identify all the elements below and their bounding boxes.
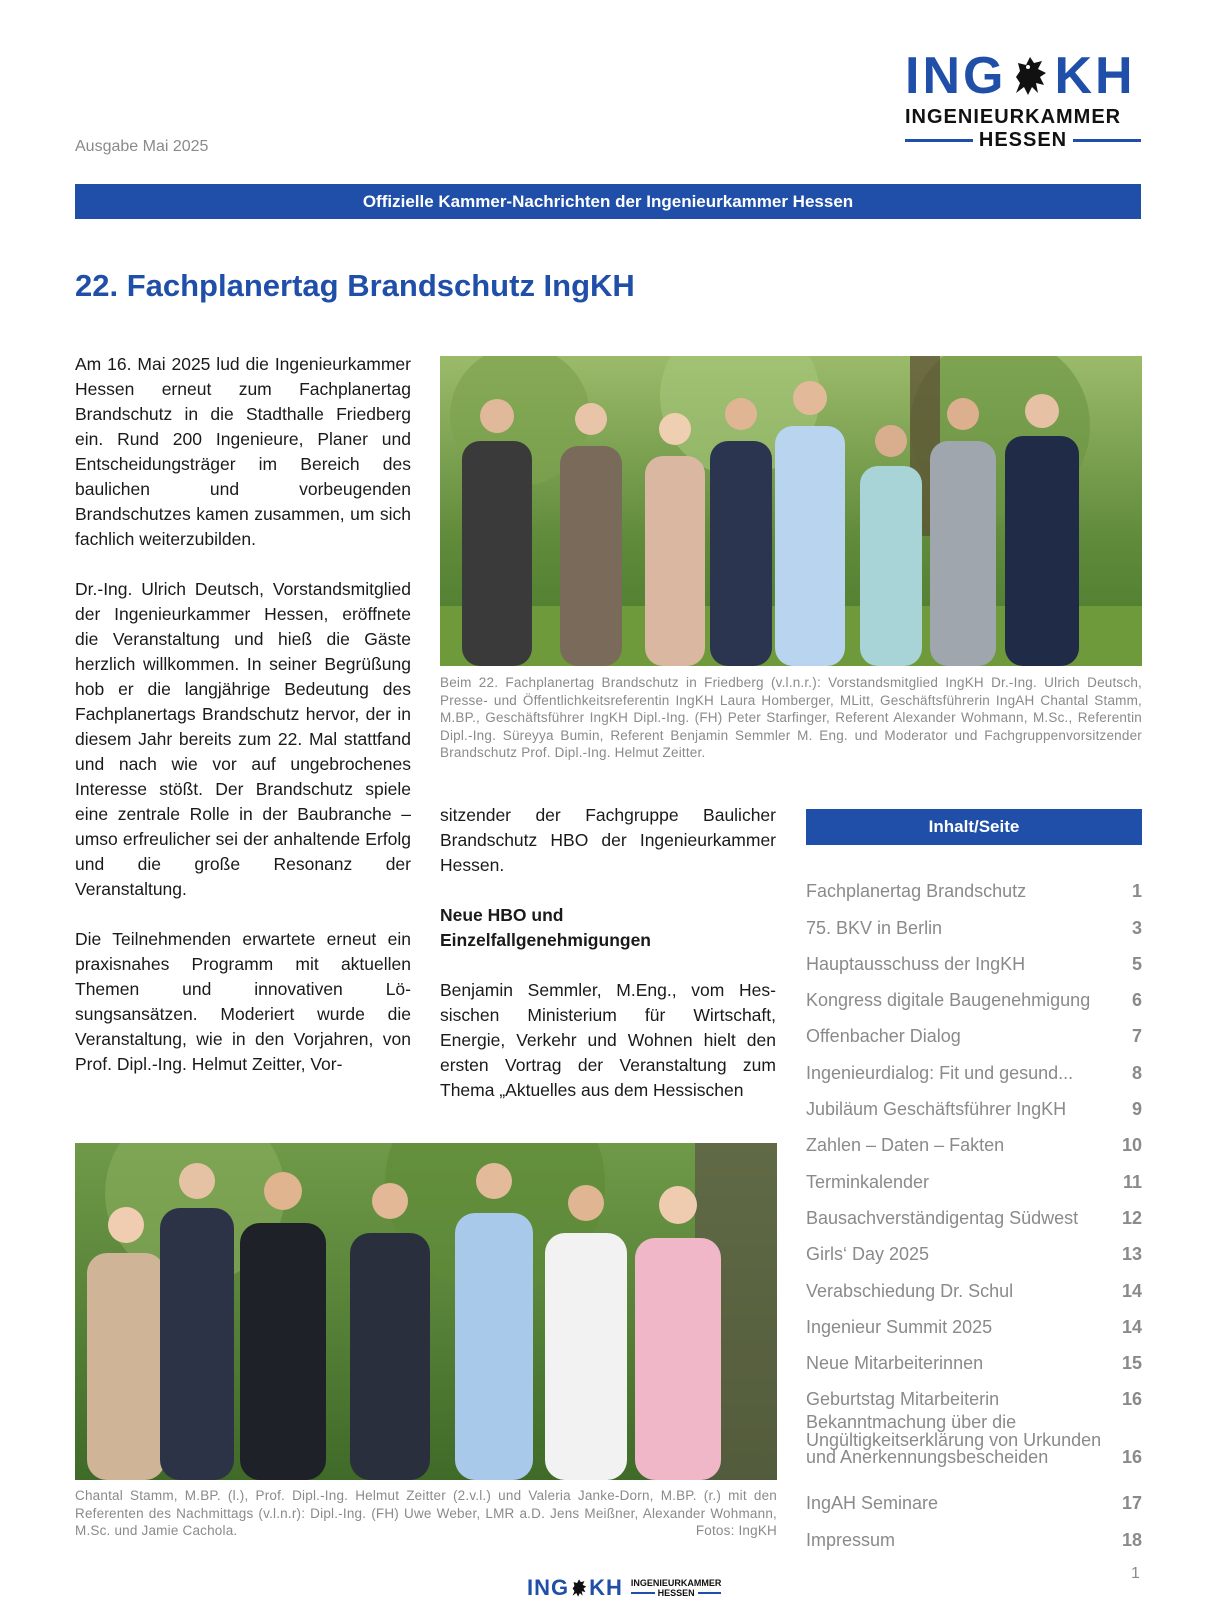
toc-item-page: 8 [1131, 1062, 1142, 1083]
toc-item-label: Bausachverständigentag Südwest [806, 1207, 1079, 1228]
photo-1-caption: Beim 22. Fachplanertag Brandschutz in Friedberg (v.l.n.r.): Vorstandsmitglied IngKH Dr.-Ing. Ulrich Deutsch, Presse- und Öffentlichkeitsreferentin IngKH Laura Homberger, MLitt, Geschäftsführerin IngAH Chantal Stamm, M.BP., Geschäftsführer IngKH Dipl.-Ing. (FH) Peter Starfinger, Referent Alexander Wohmann, M.Sc., Referentin Dipl.-Ing. Süreyya Bumin, Referent Benjamin Semmler M. Eng. und Moderator und Fachgruppenvorsitzender Brandschutz Prof. Dipl.-Ing. Helmut Zeitter. [440, 675, 1142, 760]
toc-item-page: 16 [1121, 1447, 1142, 1468]
toc-item-label: Girls‘ Day 2025 [806, 1244, 930, 1265]
paragraph: Am 16. Mai 2025 lud die Ingenieurkammer Hessen erneut zum Fachplanertag Brandschutz in die Stadthalle Friedberg ein. Rund 200 Ingenieure, Planer und Entscheidungsträger im Bereich des baulichen und vorbeugenden Brandschutzes kamen zusammen, um sich fachlich weiterzubilden. [75, 354, 411, 549]
toc-item-label: Neue Mitarbeiterinnen [806, 1353, 984, 1374]
article-column-2 [440, 803, 776, 1128]
toc-item-page: 12 [1121, 1207, 1142, 1228]
toc-item-label: Hauptausschuss der IngKH [806, 953, 1026, 974]
toc-item-page: 7 [1131, 1026, 1142, 1047]
toc-item[interactable] [806, 1193, 1142, 1229]
toc-item-page: 14 [1121, 1280, 1142, 1301]
group-photo-2-image [75, 1143, 777, 1480]
toc-item[interactable] [806, 1084, 1142, 1120]
toc-item-label: Terminkalender [806, 1171, 930, 1192]
toc-item-label: Ingenieurdialog: Fit und gesund... [806, 1062, 1074, 1083]
logo-text-right: KH [1054, 47, 1136, 105]
toc-item-label: Impressum [806, 1529, 896, 1550]
toc-item[interactable] [806, 1374, 1142, 1410]
toc-item[interactable] [806, 975, 1142, 1011]
article-column-1 [75, 352, 411, 1102]
paragraph: Benjamin Semmler, M.Eng., vom Hessischen Ministerium für Wirtschaft, Energie, Verkehr und Wohnen hielt den ersten Vortrag der Veranstaltung zum Thema „Aktuelles aus dem Hessischen [440, 980, 776, 1100]
toc-item-label: 75. BKV in Berlin [806, 917, 943, 938]
toc-item-page: 6 [1131, 990, 1142, 1011]
toc-item-label: Verabschiedung Dr. Schul [806, 1280, 1014, 1301]
logo-subtitle-2: HESSEN [978, 129, 1068, 151]
toc-item[interactable] [806, 1229, 1142, 1265]
paragraph: Dr.-Ing. Ulrich Deutsch, Vorstandsmitglied der Ingenieurkammer Hessen, eröffnete die Veranstaltung und hieß die Gäste herzlich willkommen. In seiner Begrüßung hob er die langjährige Bedeutung des Fachplanertags Brandschutz hervor, der in diesem Jahr bereits zum 22. Mal stattfand und nach wie vor auf ungebrochenes Interesse stößt. Der Brandschutz spiele eine zentrale Rolle in der Baubranche – umso erfreulicher sei der anhaltende Erfolg und die große Resonanz der Veranstaltung. [75, 579, 411, 899]
photo-2-caption [75, 1487, 777, 1540]
toc-item-label: Offenbacher Dialog [806, 1026, 961, 1047]
toc-item[interactable] [806, 939, 1142, 975]
table-of-contents [806, 866, 1142, 1551]
group-photo-1 [440, 356, 1142, 666]
toc-item[interactable] [806, 1302, 1142, 1338]
toc-item-label: Jubiläum Geschäftsführer IngKH [806, 1099, 1067, 1120]
logo-rule-right [1073, 139, 1141, 142]
toc-item-page: 14 [1121, 1316, 1142, 1337]
toc-item[interactable] [806, 1011, 1142, 1047]
toc-item[interactable] [806, 1156, 1142, 1192]
toc-item-page: 10 [1121, 1135, 1142, 1156]
toc-heading: Inhalt/Seite [806, 809, 1142, 845]
toc-item-label: Kongress digitale Baugenehmigung [806, 990, 1091, 1011]
toc-item[interactable] [806, 1478, 1142, 1514]
toc-item-label: IngAH Seminare [806, 1493, 939, 1514]
photo-2-caption-text: Chantal Stamm, M.BP. (l.), Prof. Dipl.-Ing. Helmut Zeitter (2.v.l.) und Valeria Janke-Dorn, M.BP. (r.) mit den Referenten des Nachmittags (v.l.n.r): Dipl.-Ing. (FH) Uwe Weber, LMR a.D. Jens Meißner, Alexander Wohmann, M.Sc. und Jamie Cachola. [75, 1488, 777, 1538]
footer-logo [527, 1575, 721, 1601]
toc-item-page: 11 [1122, 1171, 1142, 1192]
page-number: 1 [1131, 1565, 1140, 1582]
logo-subtitle: INGENIEURKAMMER [905, 106, 1122, 128]
toc-item-label: Geburtstag Mitarbeiterin [806, 1389, 1000, 1410]
footer-logo-rule-left [631, 1592, 655, 1594]
toc-item-page: 9 [1131, 1099, 1142, 1120]
footer-lion-icon [569, 1577, 589, 1599]
logo-text-left: ING [905, 47, 1007, 105]
toc-item-label: Fachplanertag Brandschutz [806, 881, 1027, 902]
footer-logo-left: ING [527, 1575, 570, 1600]
toc-item-label: Ingenieur Summit 2025 [806, 1316, 993, 1337]
ingkh-logo [905, 48, 1141, 152]
toc-item[interactable] [806, 866, 1142, 902]
footer-logo-right: KH [589, 1575, 623, 1600]
toc-item-page: 13 [1121, 1244, 1142, 1265]
toc-item[interactable] [806, 1047, 1142, 1083]
toc-item[interactable] [806, 1338, 1142, 1374]
toc-item[interactable] [806, 1414, 1142, 1478]
issue-date: Ausgabe Mai 2025 [75, 138, 209, 155]
toc-item-page: 15 [1121, 1353, 1142, 1374]
lion-icon [1008, 53, 1052, 99]
toc-item-page: 5 [1131, 953, 1142, 974]
footer-logo-rule-right [698, 1592, 722, 1594]
toc-item[interactable] [806, 1120, 1142, 1156]
group-photo-2 [75, 1143, 777, 1480]
paragraph: Die Teilnehmenden erwartete erneut ein praxisnahes Programm mit aktuellen Themen und innovativen Lösungsansätzen. Moderiert wurde die Veranstaltung, wie in den Vorjahren, von Prof. Dipl.-Ing. Helmut Zeitter, Vor- [75, 929, 411, 1074]
header-banner: Offizielle Kammer-Nachrichten der Ingenieurkammer Hessen [75, 184, 1141, 219]
footer-logo-subtitle-2: HESSEN [657, 1588, 695, 1598]
toc-item-page: 16 [1121, 1389, 1142, 1410]
toc-item-page: 1 [1131, 881, 1142, 902]
photo-credit: Fotos: IngKH [695, 1523, 777, 1538]
logo-rule-left [905, 139, 973, 142]
toc-item-page: 17 [1121, 1493, 1142, 1514]
toc-item-label: Zahlen – Daten – Fakten [806, 1135, 1005, 1156]
section-subheading: Neue HBO und Einzelfallgenehmigungen [440, 905, 651, 950]
footer-logo-subtitle: INGENIEURKAMMER [630, 1578, 722, 1588]
toc-item[interactable] [806, 902, 1142, 938]
article-title: 22. Fachplanertag Brandschutz IngKH [75, 268, 635, 303]
group-photo-1-image [440, 356, 1142, 666]
toc-item[interactable] [806, 1265, 1142, 1301]
paragraph: sitzender der Fachgruppe Baulicher Brandschutz HBO der Ingenieurkammer Hessen. [440, 805, 776, 875]
toc-item-page: 3 [1131, 917, 1142, 938]
toc-item[interactable] [806, 1514, 1142, 1550]
toc-item-page: 18 [1121, 1529, 1142, 1550]
toc-item-label: Bekanntmachung über die Ungültigkeitserklärung von Urkunden und Anerkennungsbescheiden [806, 1412, 1102, 1468]
